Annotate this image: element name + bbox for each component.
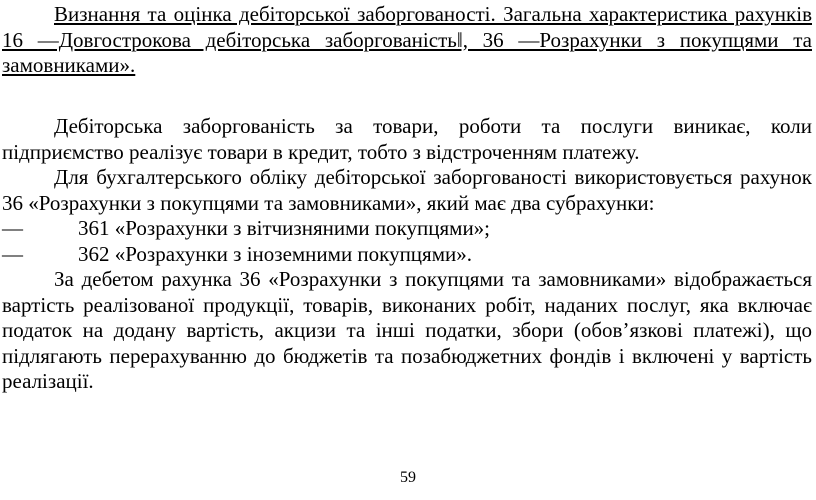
paragraph-account-36-intro: Для бухгалтерського обліку дебіторської заборгованості використовується рахунок 36 «Розрахунки з покупцями та замовниками», який має два субрахунки: xyxy=(2,165,812,215)
body-text xyxy=(2,114,812,395)
page-number: 59 xyxy=(400,469,416,486)
dash-marker: ― xyxy=(2,241,23,266)
list-item-subaccount-362 xyxy=(2,242,812,268)
paragraph-receivables-definition: Дебіторська заборгованість за товари, роботи та послуги виникає, коли підприємство реалізує товари в кредит, тобто з відстроченням платежу. xyxy=(2,114,812,164)
list-item-subaccount-361 xyxy=(2,216,812,242)
paragraph-debit-description: За дебетом рахунка 36 «Розрахунки з покупцями та замовниками» відображається вартість реалізованої продукції, товарів, виконаних робіт, наданих послуг, яка включає податок на додану вартість, акцизи та інші податки, збори (обов’язкові платежі), що підлягають перерахуванню до бюджетів та позабюджетних фондів і включені у вартість реалізації. xyxy=(2,267,812,393)
dash-marker: ― xyxy=(2,216,23,240)
subaccount-label: 361 «Розрахунки з вітчизняними покупцями»; xyxy=(78,216,491,240)
section-heading: Визнання та оцінка дебіторської заборгованості. Загальна характеристика рахунків 16 ―Довгострокова дебіторська заборгованість‖, 36 ―Розрахунки з покупцями та замовниками». xyxy=(2,2,812,77)
subaccount-label: 362 «Розрахунки з іноземними покупцями». xyxy=(78,241,472,266)
